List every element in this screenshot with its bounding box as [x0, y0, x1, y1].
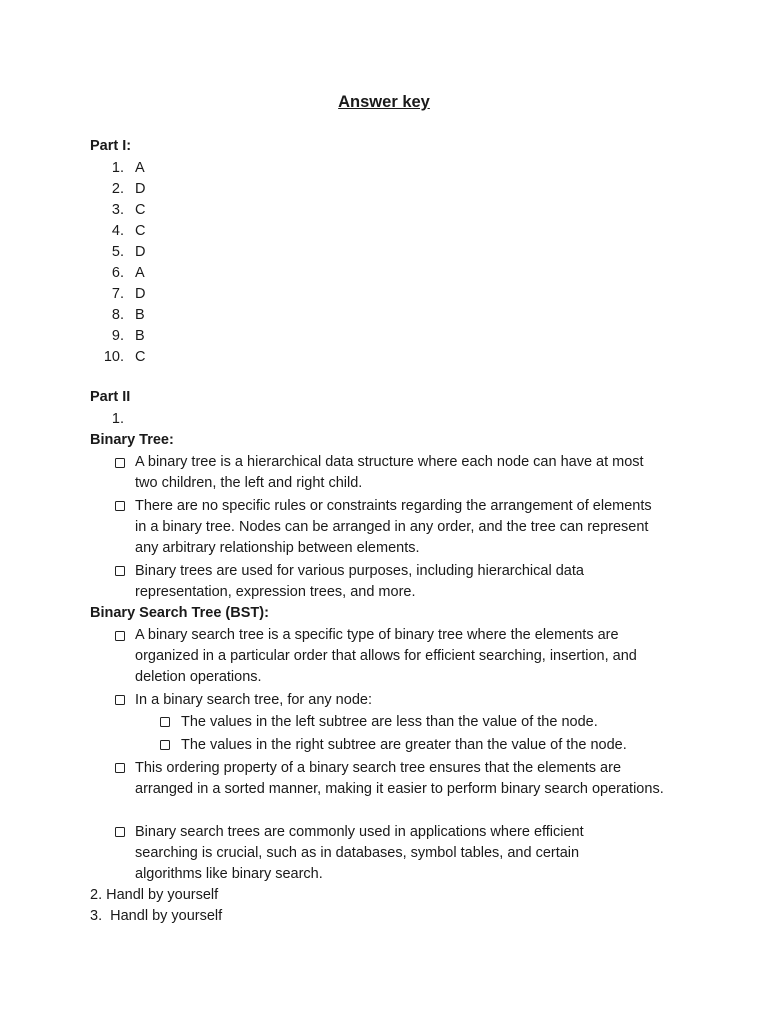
- part1-heading: Part I:: [90, 138, 132, 154]
- answer-number: 8.: [111, 307, 124, 323]
- part2-item1-number: 1.: [111, 411, 124, 427]
- answer-value: D: [135, 181, 146, 197]
- page-title: Answer key: [338, 93, 430, 111]
- answer-value: D: [135, 244, 146, 260]
- checkbox-bullet-icon: [115, 827, 125, 837]
- part2-item3: 3. Handl by yourself: [90, 908, 223, 924]
- checkbox-bullet-icon: [160, 740, 170, 750]
- answer-value: B: [135, 328, 145, 344]
- bullet-text: This ordering property of a binary search tree ensures that the elements are arranged in a sorted manner, making it easier to perform binary search operations.: [135, 760, 664, 797]
- answer-value: A: [135, 160, 145, 176]
- answer-number: 1.: [111, 160, 124, 176]
- answer-number: 5.: [111, 244, 124, 260]
- bullet-text: Binary trees are used for various purposes, including hierarchical data representation, expression trees, and more.: [135, 563, 584, 600]
- bullet-text: There are no specific rules or constraints regarding the arrangement of elements in a binary tree. Nodes can be arranged in any order, and the tree can represent any arbitrary relationship between elements.: [135, 498, 652, 556]
- checkbox-bullet-icon: [115, 763, 125, 773]
- bst-heading: Binary Search Tree (BST):: [90, 605, 269, 621]
- checkbox-bullet-icon: [115, 695, 125, 705]
- bullet-text: A binary search tree is a specific type of binary tree where the elements are organized in a particular order that allows for efficient searching, insertion, and deletion operations.: [135, 627, 637, 685]
- answer-number: 10.: [103, 349, 124, 365]
- part2-heading: Part II: [90, 389, 131, 405]
- answer-value: C: [135, 349, 146, 365]
- part2-item2: 2. Handl by yourself: [90, 887, 219, 903]
- bullet-text: In a binary search tree, for any node:: [135, 692, 372, 708]
- answer-value: C: [135, 202, 146, 218]
- answer-number: 6.: [111, 265, 124, 281]
- answer-number: 9.: [111, 328, 124, 344]
- checkbox-bullet-icon: [160, 717, 170, 727]
- checkbox-bullet-icon: [115, 458, 125, 468]
- checkbox-bullet-icon: [115, 501, 125, 511]
- binary-tree-heading: Binary Tree:: [90, 432, 174, 448]
- answer-value: C: [135, 223, 146, 239]
- bullet-text: A binary tree is a hierarchical data structure where each node can have at most two children, the left and right child.: [135, 454, 644, 491]
- checkbox-bullet-icon: [115, 566, 125, 576]
- answer-number: 2.: [111, 181, 124, 197]
- sub-bullet-text: The values in the left subtree are less than the value of the node.: [181, 714, 598, 730]
- answer-value: D: [135, 286, 146, 302]
- answer-number: 4.: [111, 223, 124, 239]
- answer-number: 3.: [111, 202, 124, 218]
- answer-value: A: [135, 265, 145, 281]
- answer-number: 7.: [111, 286, 124, 302]
- answer-value: B: [135, 307, 145, 323]
- checkbox-bullet-icon: [115, 631, 125, 641]
- bullet-text: Binary search trees are commonly used in applications where efficient searching is crucial, such as in databases, symbol tables, and certain algorithms like binary search.: [135, 824, 584, 882]
- sub-bullet-text: The values in the right subtree are greater than the value of the node.: [181, 737, 627, 753]
